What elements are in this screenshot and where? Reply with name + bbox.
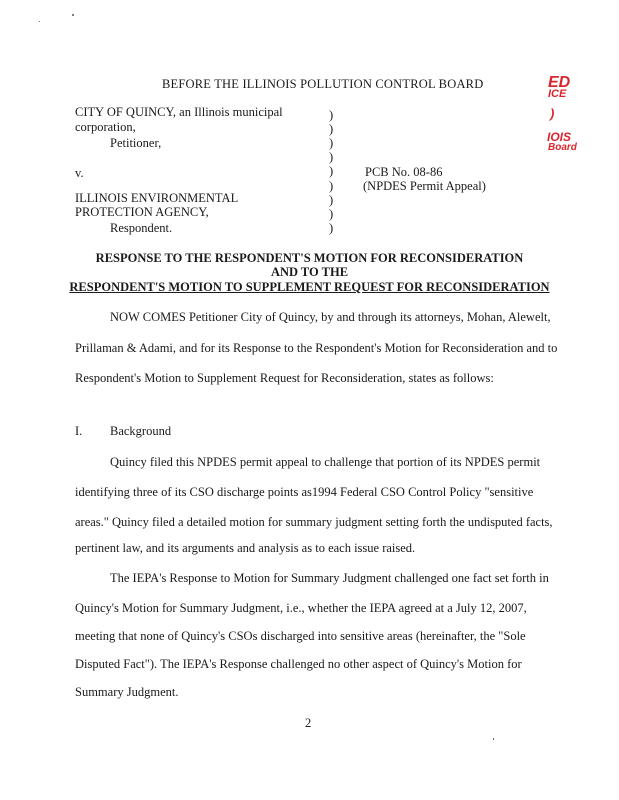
caption-bracket: ) <box>329 221 334 235</box>
body-line: Summary Judgment. <box>75 685 179 699</box>
caption-party-line: ILLINOIS ENVIRONMENTAL <box>75 191 239 205</box>
body-line: areas." Quincy filed a detailed motion for summary judgment setting forth the undisputed facts, <box>75 515 553 529</box>
body-line: Disputed Fact"). The IEPA's Response challenged no other aspect of Quincy's Motion for <box>75 657 522 671</box>
filing-stamp-line1: ED <box>548 74 571 91</box>
scan-speck <box>493 738 494 740</box>
doc-title-line3: RESPONDENT'S MOTION TO SUPPLEMENT REQUEST FOR RECONSIDERATION <box>69 280 550 294</box>
filing-stamp-line2: ICE <box>548 88 567 100</box>
caption-bracket: ) <box>329 122 334 136</box>
caption-party-line: PROTECTION AGENCY, <box>75 205 209 219</box>
body-line: identifying three of its CSO discharge points as1994 Federal CSO Control Policy "sensitive <box>75 485 534 499</box>
caption-bracket: ) <box>329 179 334 193</box>
body-line: The IEPA's Response to Motion for Summary Judgment challenged one fact set forth in <box>110 571 549 585</box>
section-number: I. <box>75 424 83 438</box>
doc-title-line1: RESPONSE TO THE RESPONDENT'S MOTION FOR RECONSIDERATION <box>95 251 524 265</box>
filing-stamp-line3: ) <box>550 106 555 121</box>
intro-line: Prillaman & Adami, and for its Response to the Respondent's Motion for Reconsideration and to <box>75 341 558 355</box>
caption-party-line: CITY OF QUINCY, an Illinois municipal <box>75 105 283 119</box>
doc-title-line2: AND TO THE <box>270 265 349 279</box>
filing-stamp-line4: IOIS <box>547 130 572 144</box>
section-heading: Background <box>110 424 172 438</box>
intro-line: Respondent's Motion to Supplement Request for Reconsideration, states as follows: <box>75 371 494 385</box>
intro-line: NOW COMES Petitioner City of Quincy, by and through its attorneys, Mohan, Alewelt, <box>110 310 551 324</box>
caption-party-role: Petitioner, <box>110 136 162 150</box>
board-title: BEFORE THE ILLINOIS POLLUTION CONTROL BOARD <box>162 77 484 91</box>
body-line: meeting that none of Quincy's CSOs discharged into sensitive areas (hereinafter, the "Sole <box>75 629 526 643</box>
scan-speck <box>72 14 74 16</box>
case-type: (NPDES Permit Appeal) <box>363 179 486 193</box>
body-line: pertinent law, and its arguments and analysis as to each issue raised. <box>75 541 416 555</box>
caption-versus: v. <box>75 166 84 180</box>
filing-stamp-line5: Board <box>548 142 577 153</box>
body-line: Quincy filed this NPDES permit appeal to challenge that portion of its NPDES permit <box>110 455 541 469</box>
case-number: PCB No. 08-86 <box>365 165 443 179</box>
caption-bracket: ) <box>329 108 334 122</box>
body-line: Quincy's Motion for Summary Judgment, i.e., whether the IEPA agreed at a July 12, 2007, <box>75 601 527 615</box>
scan-speck <box>39 21 40 22</box>
caption-party-role: Respondent. <box>110 221 173 235</box>
caption-party-line: corporation, <box>75 120 136 134</box>
caption-bracket: ) <box>329 193 334 207</box>
caption-bracket: ) <box>329 164 334 178</box>
page-number: 2 <box>305 716 312 730</box>
caption-bracket: ) <box>329 150 334 164</box>
caption-bracket: ) <box>329 207 334 221</box>
caption-bracket: ) <box>329 136 334 150</box>
